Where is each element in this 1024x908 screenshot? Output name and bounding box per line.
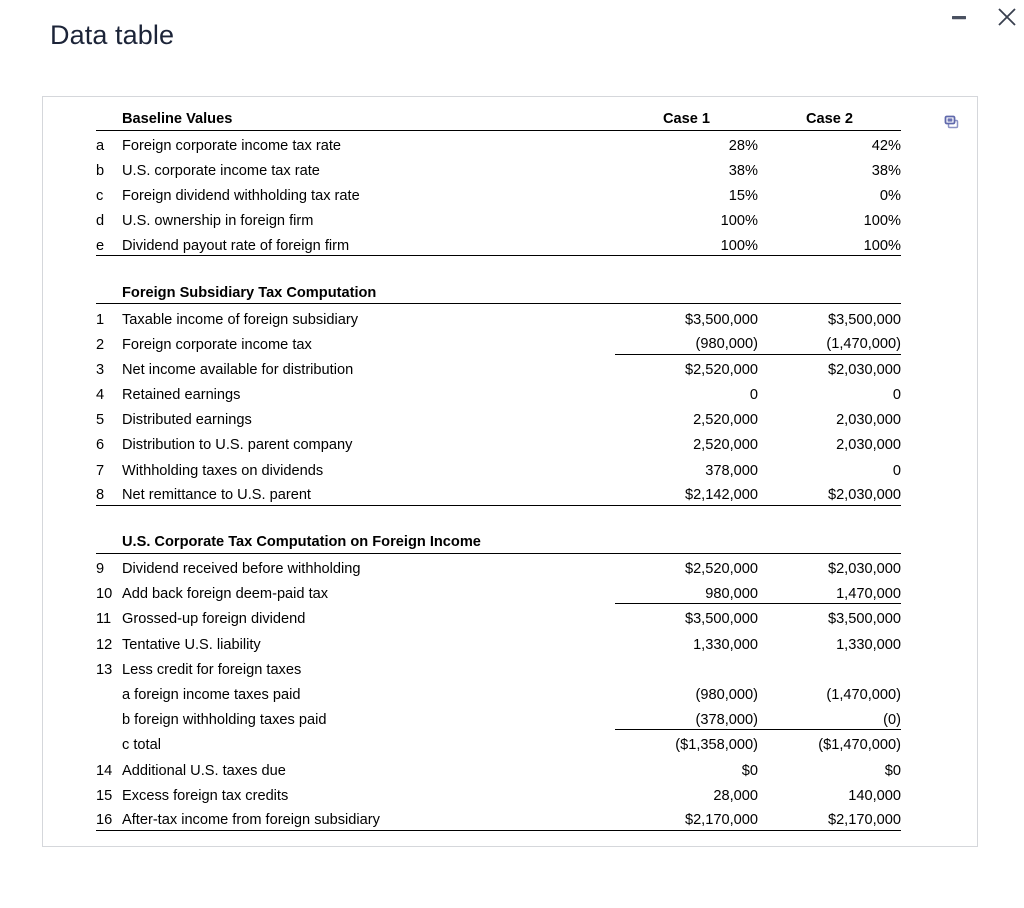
section-header-case2-cell [758,278,901,304]
row-label: c total [122,737,161,754]
table-row [96,130,901,155]
row-key: 2 [96,336,105,353]
table-row [96,329,901,354]
row-value-case1: 28% [728,137,758,154]
row-key: 13 [96,661,113,678]
row-value-case1: 15% [728,187,758,204]
table-row [96,604,901,629]
table-row [96,705,901,730]
row-value-case1: 100% [615,231,758,256]
row-label: Distributed earnings [122,412,252,429]
section-header-row [96,278,901,304]
spacer-cell [96,256,901,278]
row-value-case2: $3,500,000 [827,311,901,328]
row-label: Grossed-up foreign dividend [122,611,306,628]
row-value-case1: $2,520,000 [684,361,758,378]
table-row [96,405,901,430]
table-row [96,805,901,830]
row-value-case1: 100% [720,213,758,230]
section-header-case2-cell [758,527,901,553]
section-spacer [96,505,901,527]
row-value-case1: ($1,358,000) [675,737,758,754]
section-heading: U.S. Corporate Tax Computation on Foreign Income [122,527,615,553]
table-row [96,629,901,654]
section-key-cell [96,527,122,553]
table-row [96,455,901,480]
section-heading: Foreign Subsidiary Tax Computation [122,278,615,304]
row-key: a [96,137,105,154]
row-value-case2: (1,470,000) [758,329,901,354]
row-value-case1: 28,000 [713,787,758,804]
row-value-case1: $2,170,000 [615,805,758,830]
row-value-case2: (0) [758,705,901,730]
row-value-case1: $3,500,000 [684,311,758,328]
row-label: U.S. ownership in foreign firm [122,213,314,230]
row-key: 5 [96,412,105,429]
row-label: Foreign corporate income tax rate [122,137,342,154]
row-value-case1: (980,000) [615,329,758,354]
row-value-case1: 980,000 [615,579,758,604]
minimize-button[interactable] [946,4,972,30]
row-key: 6 [96,437,105,454]
row-value-case2: 100% [758,231,901,256]
row-label: Distribution to U.S. parent company [122,437,353,454]
row-value-case2: 1,470,000 [758,579,901,604]
row-key: b [96,162,105,179]
row-value-case2: 38% [871,162,901,179]
row-label: Additional U.S. taxes due [122,762,286,779]
table-row [96,180,901,205]
row-key: d [96,213,105,230]
table-row [96,354,901,379]
table-row [96,231,901,256]
row-value-case2: (1,470,000) [826,686,901,703]
section-header-row [96,104,901,130]
section-key-cell [96,104,122,130]
row-value-case2: $2,030,000 [758,480,901,505]
row-value-case1: 2,520,000 [693,412,758,429]
table-row [96,304,901,329]
section-key-cell [96,278,122,304]
row-label: Retained earnings [122,387,241,404]
row-key: 7 [96,462,105,479]
row-label: Net income available for distribution [122,361,354,378]
minimize-icon [950,8,968,26]
row-key [96,730,122,755]
close-button[interactable] [994,4,1020,30]
row-value-case2 [758,654,901,679]
row-value-case2: 42% [871,137,901,154]
spacer-cell [96,505,901,527]
row-value-case2: $2,030,000 [827,561,901,578]
row-key: 4 [96,387,105,404]
row-label: Taxable income of foreign subsidiary [122,311,359,328]
section-spacer [96,256,901,278]
section-header-case1-cell [615,278,758,304]
table-row [96,730,901,755]
row-label: Withholding taxes on dividends [122,462,324,479]
table-row [96,780,901,805]
row-label: Foreign dividend withholding tax rate [122,187,360,204]
row-key: 3 [96,361,105,378]
table-row [96,430,901,455]
row-label: Tentative U.S. liability [122,636,261,653]
column-header-case1: Case 1 [615,104,758,130]
row-label: b foreign withholding taxes paid [122,712,327,729]
row-key: 16 [96,805,122,830]
row-value-case1: 38% [728,162,758,179]
row-value-case1: (378,000) [615,705,758,730]
table-row [96,380,901,405]
row-label: Excess foreign tax credits [122,787,289,804]
row-value-case2: 0 [892,462,901,479]
table-row [96,155,901,180]
table-body [96,104,901,831]
row-value-case2: $0 [884,762,901,779]
row-key [96,679,122,704]
row-key: 12 [96,636,113,653]
row-value-case2: 0 [892,387,901,404]
table-row [96,755,901,780]
row-value-case2: $2,170,000 [758,805,901,830]
row-label: U.S. corporate income tax rate [122,162,320,179]
section-header-row [96,527,901,553]
row-value-case1 [615,654,758,679]
row-label: a foreign income taxes paid [122,686,301,703]
copy-icon-glyph [943,113,963,133]
row-value-case1: $3,500,000 [684,611,758,628]
data-table-card [42,96,978,847]
table-row [96,654,901,679]
section-header-case1-cell [615,527,758,553]
tax-computation-table [96,104,901,831]
window-controls [946,0,1020,34]
row-key: 14 [96,762,113,779]
page-title: Data table [50,20,175,50]
row-value-case2: $2,030,000 [827,361,901,378]
row-value-case1: (980,000) [695,686,758,703]
row-key [96,705,122,730]
row-label: Less credit for foreign taxes [122,661,302,678]
row-value-case1: $2,142,000 [615,480,758,505]
row-value-case1: 378,000 [705,462,758,479]
row-value-case1: 0 [749,387,758,404]
row-key: 15 [96,787,113,804]
row-key: 1 [96,311,105,328]
row-key: 8 [96,480,122,505]
row-value-case2: 100% [863,213,901,230]
section-heading: Baseline Values [122,104,615,130]
table-row [96,679,901,704]
table-row [96,579,901,604]
row-value-case2: 1,330,000 [836,636,901,653]
table-row [96,206,901,231]
row-value-case1: 2,520,000 [693,437,758,454]
row-value-case1: $0 [741,762,758,779]
copy-icon[interactable] [943,113,963,133]
row-value-case1: $2,520,000 [684,561,758,578]
row-value-case2: 140,000 [848,787,901,804]
row-value-case2: ($1,470,000) [818,737,901,754]
row-key: c [96,187,104,204]
row-value-case1: 1,330,000 [693,636,758,653]
row-value-case2: 2,030,000 [836,412,901,429]
row-label: Add back foreign deem-paid tax [122,586,329,603]
row-value-case2: $3,500,000 [827,611,901,628]
row-value-case2: 2,030,000 [836,437,901,454]
close-icon [996,6,1018,28]
table-row [96,553,901,578]
row-label: Dividend payout rate of foreign firm [122,231,615,256]
row-key: 9 [96,561,105,578]
row-label: Foreign corporate income tax [122,336,312,353]
row-label: Net remittance to U.S. parent [122,480,615,505]
row-key: 11 [96,611,112,628]
row-label: After-tax income from foreign subsidiary [122,805,615,830]
column-header-case2: Case 2 [758,104,901,130]
row-key: e [96,231,122,256]
row-label: Dividend received before withholding [122,561,361,578]
table-row [96,480,901,505]
row-key: 10 [96,586,113,603]
row-value-case2: 0% [879,187,901,204]
